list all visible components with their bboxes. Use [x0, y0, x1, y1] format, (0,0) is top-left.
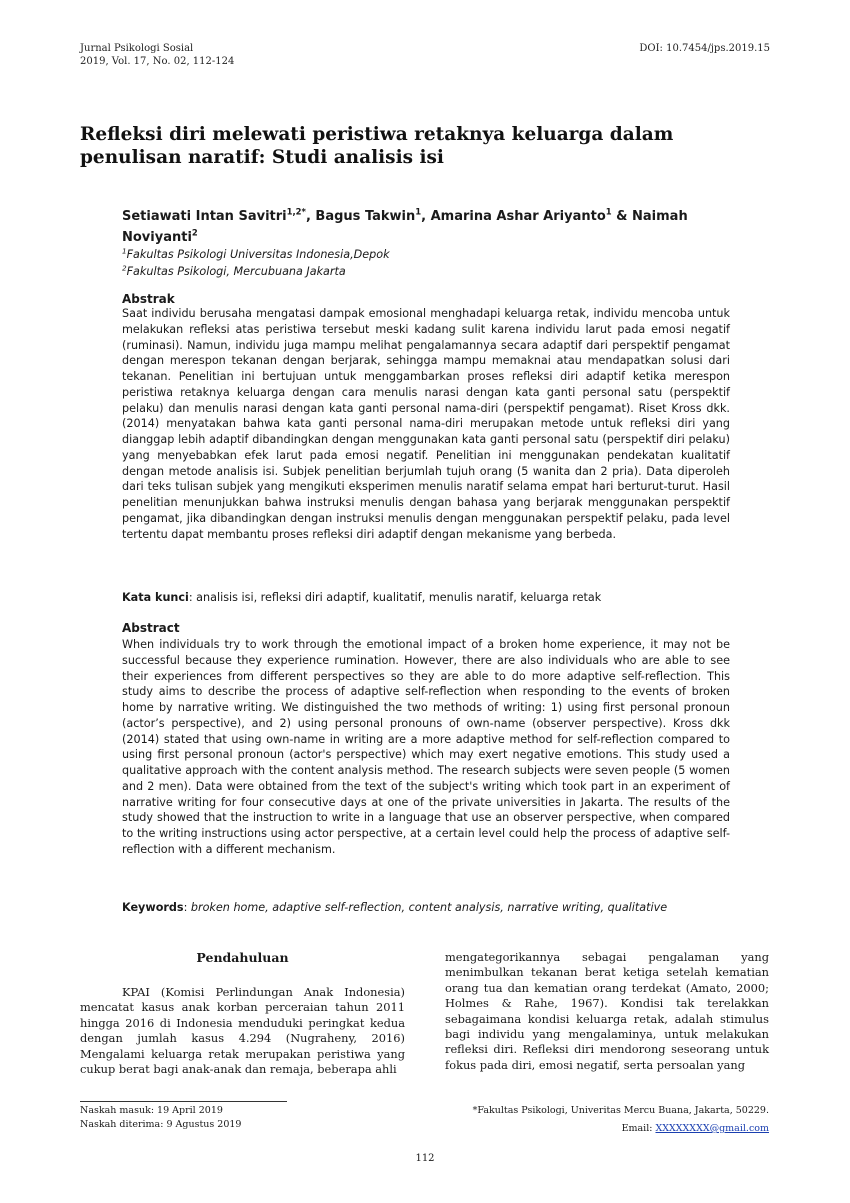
affiliation-item — [122, 247, 390, 264]
author-name: , Amarina Ashar Ariyanto — [421, 209, 606, 224]
affiliation-superscript: 2 — [122, 262, 127, 272]
intro-left-column — [80, 985, 405, 1077]
author-superscript: 2 — [191, 227, 198, 238]
corresponding-address: *Fakultas Psikologi, Univeritas Mercu Buana, Jakarta, 50229. — [472, 1105, 769, 1116]
abstract-body: When individuals try to work through the emotional impact of a broken home experience, it may not be successful because they experience rumination. However, there are also individuals who are able to see their experiences from different perspectives so they are able to do more adaptive self-reflection. This study aims to describe the process of adaptive self-reflection when responding to the events of broken home by narrative writing. We distinguished the two methods of writing: 1) using first personal pronoun (actor’s perspective), and 2) using personal pronouns of own-name (observer perspective). Kross dkk (2014) stated that using own-name in writing are a more adaptive method for self-reflection compared to using first personal pronoun (actor's perspective) which may exert negative emotions. This study used a qualitative approach with the content analysis method. The research subjects were seven people (5 women and 2 men). Data were obtained from the text of the subject's writing which took part in an experiment of narrative writing for four consecutive days at one of the private universities in Jakarta. The results of the study showed that the instruction to write in a language that use an observer perspective, when compared to the writing instructions using actor perspective, at a certain level could help the process of adaptive self-reflection with a different mechanism. — [122, 638, 730, 856]
abstract-heading: Abstract — [122, 621, 180, 635]
keywords-colon: : — [183, 901, 191, 914]
intro-paragraph-continued: mengategorikannya sebagai pengalaman yang menimbulkan tekanan berat ketiga setelah kematian orang tua dan kematian orang terdekat (Amato, 2000; Holmes & Rahe, 1967). Kondisi tak terelakkan sebagaimana kondisi keluarga retak, adalah stimulus bagi individu yang mengalaminya, untuk melakukan refleksi diri. Refleksi diri mendorong seseorang untuk fokus pada diri, emosi negatif, serta persoalan yang — [445, 950, 769, 1072]
intro-paragraph: KPAI (Komisi Perlindungan Anak Indonesia) mencatat kasus anak korban perceraian tahun 2011 hingga 2016 di Indonesia menduduki peringkat kedua dengan jumlah kasus 4.294 (Nugraheny, 2016) Mengalami keluarga retak merupakan peristiwa yang cukup berat bagi anak-anak dan remaja, beberapa ahli — [80, 985, 405, 1077]
email-line — [473, 1122, 769, 1136]
email-label: Email: — [621, 1123, 656, 1134]
email-link[interactable]: XXXXXXXX@gmail.com — [655, 1123, 769, 1134]
author-superscript: 1 — [605, 206, 612, 217]
kata-kunci-text: : analisis isi, refleksi diri adaptif, kualitatif, menulis naratif, keluarga retak — [188, 591, 602, 604]
journal-name: Jurnal Psikologi Sosial — [80, 43, 194, 54]
keywords — [122, 900, 742, 916]
section-heading-pendahuluan: Pendahuluan — [196, 950, 289, 965]
author-name: Setiawati Intan Savitri — [122, 209, 287, 224]
accepted-date: Naskah diterima: 9 Agustus 2019 — [80, 1119, 242, 1130]
doi: DOI: 10.7454/jps.2019.15 — [639, 43, 770, 54]
affiliation-text: Fakultas Psikologi Universitas Indonesia,Depok — [126, 248, 390, 261]
received-date: Naskah masuk: 19 April 2019 — [80, 1105, 223, 1116]
keywords-label: Keywords — [122, 901, 184, 914]
affiliation-item — [122, 264, 390, 281]
affiliation-text: Fakultas Psikologi, Mercubuana Jakarta — [126, 264, 346, 278]
author-superscript: 1,2* — [286, 206, 306, 217]
affiliation-superscript: 1 — [122, 246, 127, 256]
footnote-divider — [80, 1101, 287, 1102]
intro-right-column — [445, 950, 769, 1073]
journal-volume: 2019, Vol. 17, No. 02, 112-124 — [80, 56, 235, 67]
corresponding-author — [473, 1104, 769, 1136]
author-name: & Naimah Noviyanti — [122, 209, 688, 245]
running-header-left — [80, 42, 234, 68]
author-name: , Bagus Takwin — [305, 209, 416, 224]
author-list — [122, 206, 722, 248]
abstrak-heading: Abstrak — [122, 292, 175, 306]
paper-title: Refleksi diri melewati peristiwa retaknya keluarga dalam penulisan naratif: Studi analisis isi — [80, 124, 674, 168]
abstrak-body: Saat individu berusaha mengatasi dampak emosional menghadapi keluarga retak, individu mencoba untuk melakukan refleksi atas peristiwa tersebut meski kadang sulit karena individu larut pada emosi negatif (ruminasi). Namun, individu juga mampu melihat pengalamannya secara adaptif dari perspektif pengamat dengan merespon tekanan dengan berjarak, sehingga mampu memaknai atau mendapatkan solusi dari tekanan. Penelitian ini bertujuan untuk menggambarkan proses refleksi diri adaptif ketika merespon peristiwa retaknya keluarga dengan cara menulis narasi dengan kata ganti personal satu (perspektif pelaku) dan menulis narasi dengan kata ganti personal nama-diri (perspektif pengamat). Riset Kross dkk. (2014) menyatakan bahwa kata ganti personal nama-diri merupakan metode untuk refleksi diri yang dianggap lebih adaptif dibandingkan dengan menggunakan kata ganti personal satu (perspektif diri pelaku) yang menyebabkan efek larut pada emosi negatif. Penelitian ini menggunakan pendekatan kualitatif dengan metode analisis isi. Subjek penelitian berjumlah tujuh orang (5 wanita dan 2 pria). Data diperoleh dari teks tulisan subjek yang mengikuti eksperimen menulis naratif selama empat hari berturut-turut. Hasil penelitian menunjukkan bahwa instruksi menulis dengan bahasa yang berjarak menggunakan perspektif pengamat, jika dibandingkan dengan instruksi menulis dengan menggunakan perspektif pelaku, pada level tertentu dapat membantu proses refleksi diri adaptif dengan mekanisme yang berbeda. — [122, 307, 730, 541]
kata-kunci-label: Kata kunci — [122, 591, 189, 604]
affiliations — [122, 247, 390, 280]
keywords-text: broken home, adaptive self-reflection, content analysis, narrative writing, qualitative — [190, 901, 668, 914]
author-superscript: 1 — [415, 206, 422, 217]
submission-dates — [80, 1104, 241, 1132]
kata-kunci — [122, 590, 742, 606]
page-number: 112 — [415, 1153, 435, 1164]
